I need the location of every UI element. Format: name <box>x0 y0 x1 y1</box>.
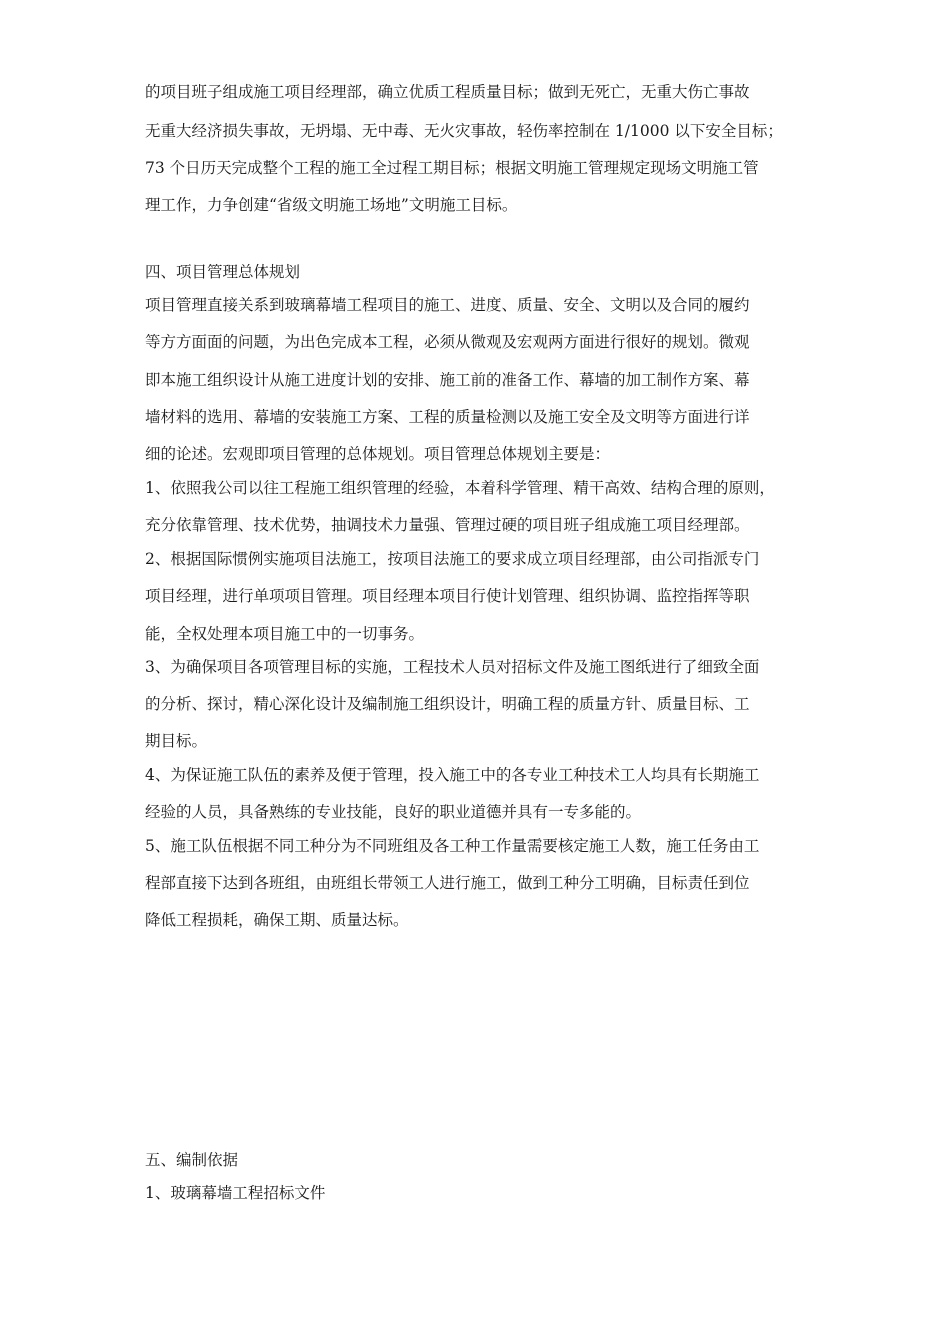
section-heading: 五、编制依据 <box>145 1151 239 1169</box>
text-line: 项目管理直接关系到玻璃幕墙工程项目的施工、进度、质量、安全、文明以及合同的履约 <box>145 296 750 314</box>
text-line: 充分依靠管理、技术优势，抽调技术力量强、管理过硬的项目班子组成施工项目经理部。 <box>145 516 750 534</box>
list-item: 2、根据国际惯例实施项目法施工，按项目法施工的要求成立项目经理部，由公司指派专门 <box>145 550 760 568</box>
text-line: 经验的人员，具备熟练的专业技能，良好的职业道德并具有一专多能的。 <box>145 803 642 821</box>
text-line: 无重大经济损失事故，无坍塌、无中毒、无火灾事故，轻伤率控制在 1/1000 以下安全目标； <box>145 122 783 140</box>
text-line: 程部直接下达到各班组，由班组长带领工人进行施工，做到工种分工明确，目标责任到位 <box>145 874 750 892</box>
list-item: 4、为保证施工队伍的素养及便于管理，投入施工中的各专业工种技术工人均具有长期施工 <box>145 766 760 784</box>
text-line: 73 个日历天完成整个工程的施工全过程工期目标；根据文明施工管理规定现场文明施工管 <box>145 159 759 177</box>
list-item: 1、玻璃幕墙工程招标文件 <box>145 1184 326 1202</box>
list-item: 1、依照我公司以往工程施工组织管理的经验，本着科学管理、精干高效、结构合理的原则， <box>145 479 775 497</box>
list-item: 5、施工队伍根据不同工种分为不同班组及各工种工作量需要核定施工人数，施工任务由工 <box>145 837 760 855</box>
list-item: 3、为确保项目各项管理目标的实施，工程技术人员对招标文件及施工图纸进行了细致全面 <box>145 658 760 676</box>
text-line: 细的论述。宏观即项目管理的总体规划。项目管理总体规划主要是： <box>145 445 611 463</box>
text-line: 的分析、探讨，精心深化设计及编制施工组织设计，明确工程的质量方针、质量目标、工 <box>145 695 750 713</box>
text-line: 能，全权处理本项目施工中的一切事务。 <box>145 625 425 643</box>
text-line: 等方方面面的问题，为出色完成本工程，必须从微观及宏观两方面进行很好的规划。微观 <box>145 333 750 351</box>
text-line: 墙材料的选用、幕墙的安装施工方案、工程的质量检测以及施工安全及文明等方面进行详 <box>145 408 750 426</box>
text-line: 期目标。 <box>145 732 208 750</box>
text-line: 即本施工组织设计从施工进度计划的安排、施工前的准备工作、幕墙的加工制作方案、幕 <box>145 371 750 389</box>
text-line: 项目经理，进行单项项目管理。项目经理本项目行使计划管理、组织协调、监控指挥等职 <box>145 587 750 605</box>
text-line: 降低工程损耗，确保工期、质量达标。 <box>145 911 409 929</box>
text-line: 的项目班子组成施工项目经理部，确立优质工程质量目标；做到无死亡，无重大伤亡事故 <box>145 83 750 101</box>
text-line: 理工作，力争创建“省级文明施工场地”文明施工目标。 <box>145 196 518 214</box>
section-heading: 四、项目管理总体规划 <box>145 263 301 281</box>
